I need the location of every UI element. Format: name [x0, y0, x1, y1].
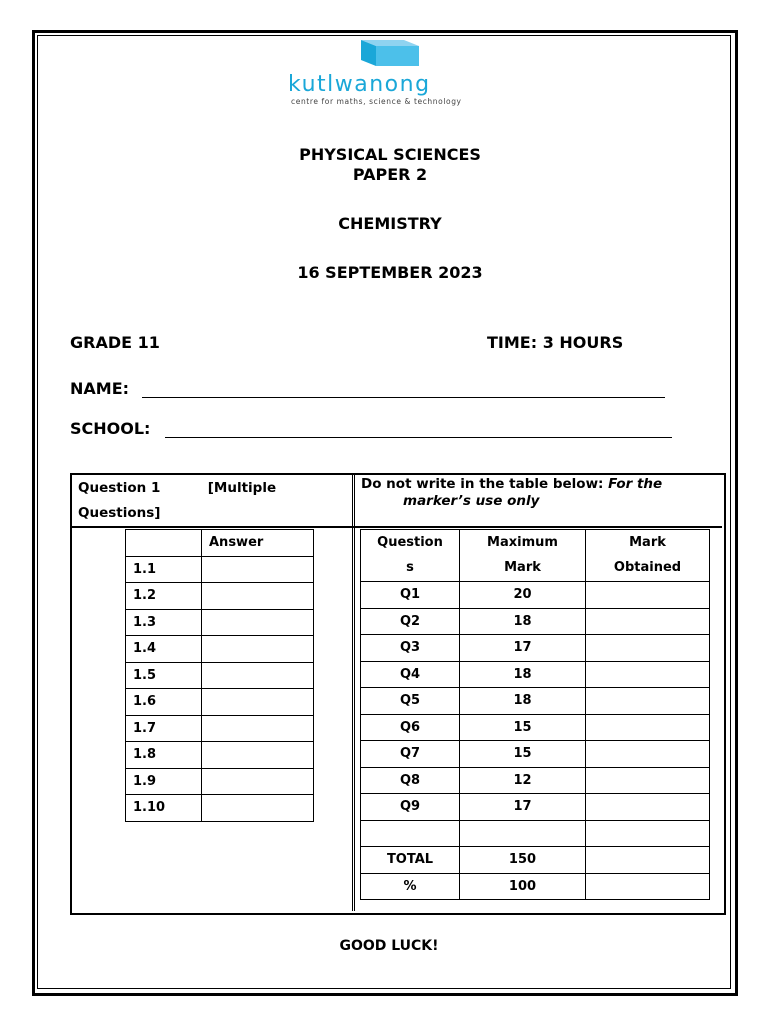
mark-obtained-cell[interactable] [586, 873, 710, 900]
mark-obtained-cell[interactable] [586, 794, 710, 821]
question-number: 1.2 [126, 583, 202, 610]
grade-label: GRADE 11 [70, 333, 160, 352]
question-number: 1.7 [126, 715, 202, 742]
subject-title: PHYSICAL SCIENCES [299, 145, 481, 164]
table-divider [352, 473, 355, 911]
mcq-answer-table [125, 529, 314, 822]
table-row [361, 714, 710, 741]
question-number: 1.10 [126, 795, 202, 822]
table-row [361, 608, 710, 635]
questions-column-header: Question s [361, 530, 460, 582]
question-label: % [361, 873, 460, 900]
maximum-mark: 18 [460, 688, 586, 715]
name-field[interactable] [142, 380, 665, 398]
maximum-mark: 15 [460, 741, 586, 768]
maximum-mark: 12 [460, 767, 586, 794]
mark-obtained-column-header: Mark Obtained [586, 530, 710, 582]
answer-cell[interactable] [202, 795, 314, 822]
mark-obtained-cell[interactable] [586, 661, 710, 688]
marker-note [361, 476, 716, 510]
maximum-mark: 17 [460, 794, 586, 821]
table-row [361, 873, 710, 900]
maximum-mark: 150 [460, 847, 586, 874]
school-field[interactable] [165, 420, 672, 438]
table-row [361, 582, 710, 609]
logo-wordmark: kutlwanong [288, 72, 431, 97]
answer-cell[interactable] [202, 715, 314, 742]
question1-header [78, 476, 348, 526]
question-label: Q2 [361, 608, 460, 635]
answer-cell[interactable] [202, 742, 314, 769]
question-label: Q8 [361, 767, 460, 794]
question1-type2: Questions] [78, 505, 161, 521]
question-label: Q4 [361, 661, 460, 688]
question-number: 1.4 [126, 636, 202, 663]
table-row [126, 795, 314, 822]
marker-note-bold: Do not write in the table below: [361, 476, 604, 492]
question-number: 1.6 [126, 689, 202, 716]
answer-cell[interactable] [202, 556, 314, 583]
exam-date: 16 SEPTEMBER 2023 [297, 263, 483, 282]
maximum-mark: 100 [460, 873, 586, 900]
good-luck-text: GOOD LUCK! [339, 938, 439, 954]
maximum-mark: 18 [460, 661, 586, 688]
maximum-mark [460, 820, 586, 847]
question-label: TOTAL [361, 847, 460, 874]
table-row [126, 609, 314, 636]
mark-obtained-cell[interactable] [586, 714, 710, 741]
maximum-mark-column-header: Maximum Mark [460, 530, 586, 582]
question1-title: Question 1 [78, 480, 161, 496]
answer-cell[interactable] [202, 768, 314, 795]
question1-type: [Multiple [207, 480, 277, 496]
mark-obtained-cell[interactable] [586, 608, 710, 635]
answer-column-header: Answer [202, 530, 314, 557]
mark-obtained-cell[interactable] [586, 741, 710, 768]
table-header-divider [70, 526, 722, 528]
table-row [126, 715, 314, 742]
table-row [126, 662, 314, 689]
question-number: 1.3 [126, 609, 202, 636]
table-cell [126, 530, 202, 557]
table-row [126, 556, 314, 583]
table-row [361, 820, 710, 847]
answer-cell[interactable] [202, 636, 314, 663]
table-row [361, 847, 710, 874]
answer-cell[interactable] [202, 689, 314, 716]
question-number: 1.8 [126, 742, 202, 769]
time-label: TIME: 3 HOURS [487, 333, 624, 352]
maximum-mark: 15 [460, 714, 586, 741]
mark-obtained-cell[interactable] [586, 688, 710, 715]
maximum-mark: 17 [460, 635, 586, 662]
mark-obtained-cell[interactable] [586, 820, 710, 847]
marker-note-italic: For the [608, 476, 663, 492]
mark-obtained-cell[interactable] [586, 767, 710, 794]
question-number: 1.1 [126, 556, 202, 583]
table-row [361, 767, 710, 794]
question-label: Q5 [361, 688, 460, 715]
table-row [361, 530, 710, 582]
question-label: Q3 [361, 635, 460, 662]
table-row [361, 688, 710, 715]
maximum-mark: 18 [460, 608, 586, 635]
answer-cell[interactable] [202, 583, 314, 610]
table-row [126, 636, 314, 663]
table-row [126, 530, 314, 557]
question-label: Q9 [361, 794, 460, 821]
question-number: 1.5 [126, 662, 202, 689]
table-row [361, 794, 710, 821]
table-row [361, 635, 710, 662]
question-label: Q6 [361, 714, 460, 741]
table-row [361, 661, 710, 688]
mark-obtained-cell[interactable] [586, 582, 710, 609]
question-label: Q7 [361, 741, 460, 768]
question-number: 1.9 [126, 768, 202, 795]
marker-note-italic2: marker’s use only [403, 493, 540, 509]
logo-tagline: centre for maths, science & technology [291, 97, 462, 106]
table-row [126, 583, 314, 610]
question-label [361, 820, 460, 847]
answer-cell[interactable] [202, 609, 314, 636]
paper-title: PAPER 2 [352, 165, 428, 184]
table-row [126, 768, 314, 795]
table-row [361, 741, 710, 768]
marks-table [360, 529, 710, 900]
answer-cell[interactable] [202, 662, 314, 689]
table-row [126, 689, 314, 716]
question-label: Q1 [361, 582, 460, 609]
mark-obtained-cell[interactable] [586, 635, 710, 662]
mark-obtained-cell[interactable] [586, 847, 710, 874]
school-label: SCHOOL: [70, 419, 151, 438]
name-label: NAME: [70, 379, 130, 398]
maximum-mark: 20 [460, 582, 586, 609]
section-title: CHEMISTRY [338, 214, 442, 233]
table-row [126, 742, 314, 769]
